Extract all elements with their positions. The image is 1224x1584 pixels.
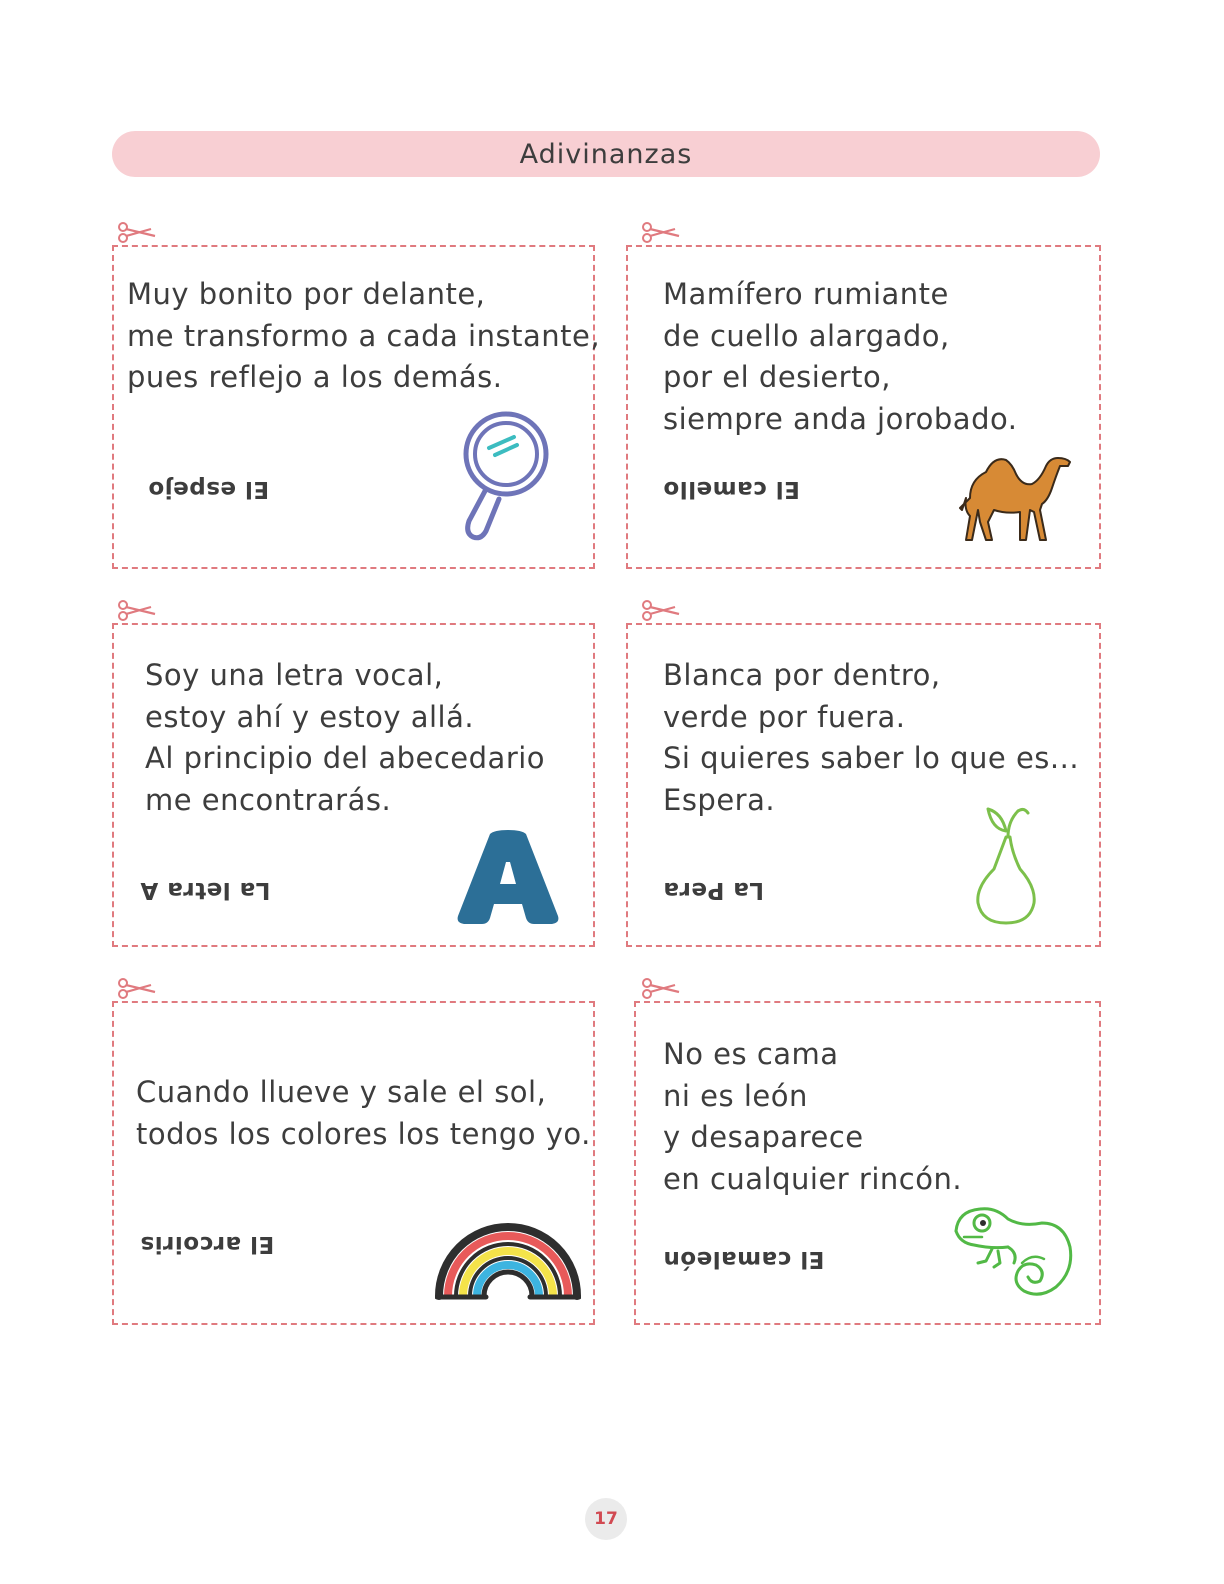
riddle-answer: El camaleón bbox=[663, 1246, 825, 1272]
riddle-text bbox=[663, 274, 1017, 440]
riddle-text bbox=[663, 655, 1079, 821]
riddle-line: Cuando llueve y sale el sol, bbox=[136, 1075, 547, 1109]
scissors-icon bbox=[117, 599, 157, 621]
riddle-card bbox=[626, 623, 1101, 947]
title-bar bbox=[112, 131, 1100, 177]
mirror-icon bbox=[459, 409, 549, 544]
riddle-card bbox=[112, 623, 595, 947]
letter-a-icon bbox=[454, 830, 562, 926]
riddle-line: por el desierto, bbox=[663, 360, 891, 394]
page-title: Adivinanzas bbox=[519, 138, 693, 170]
riddle-card bbox=[112, 245, 601, 569]
scissors-icon bbox=[641, 221, 681, 243]
riddle-line: me encontrarás. bbox=[145, 782, 392, 817]
riddle-line: de cuello alargado, bbox=[663, 318, 950, 353]
riddle-line: No es cama bbox=[663, 1037, 839, 1071]
riddle-line: todos los colores los tengo yo. bbox=[136, 1116, 591, 1151]
riddle-line: siempre anda jorobado. bbox=[663, 401, 1018, 436]
riddle-line: Al principio del abecedario bbox=[145, 741, 546, 775]
riddle-line: Espera. bbox=[663, 782, 776, 817]
riddle-line: y desaparece bbox=[663, 1120, 864, 1154]
riddle-line: verde por fuera. bbox=[663, 699, 906, 734]
riddle-line: estoy ahí y estoy allá. bbox=[145, 699, 475, 734]
riddle-line: en cualquier rincón. bbox=[663, 1161, 963, 1196]
scissors-icon bbox=[117, 977, 157, 999]
riddle-text bbox=[136, 1072, 591, 1155]
scissors-icon bbox=[641, 977, 681, 999]
riddle-line: pues reflejo a los demás. bbox=[127, 360, 503, 394]
riddle-text bbox=[663, 1034, 962, 1200]
riddle-line: Mamífero rumiante bbox=[663, 277, 949, 311]
riddle-text bbox=[145, 655, 545, 821]
riddle-card bbox=[112, 1001, 595, 1325]
riddle-answer: El camello bbox=[663, 476, 800, 502]
riddle-card bbox=[626, 245, 1101, 569]
riddle-line: Muy bonito por delante, bbox=[127, 277, 486, 311]
riddle-answer: El espejo bbox=[148, 476, 270, 502]
riddle-line: Si quieres saber lo que es... bbox=[663, 741, 1080, 775]
scissors-icon bbox=[117, 221, 157, 243]
riddle-text bbox=[127, 274, 600, 399]
riddle-line: ni es león bbox=[663, 1078, 808, 1113]
scissors-icon bbox=[641, 599, 681, 621]
chameleon-icon bbox=[952, 1203, 1076, 1303]
riddle-answer: La Pera bbox=[663, 877, 765, 903]
rainbow-icon bbox=[435, 1218, 581, 1300]
camel-icon bbox=[956, 450, 1076, 545]
riddle-line: Soy una letra vocal, bbox=[145, 658, 444, 692]
riddle-answer: El arcoiris bbox=[140, 1231, 275, 1257]
riddle-card bbox=[634, 1001, 1101, 1325]
riddle-line: me transformo a cada instante, bbox=[127, 318, 601, 353]
riddle-line: Blanca por dentro, bbox=[663, 658, 941, 692]
riddle-answer: La letra A bbox=[140, 877, 271, 903]
page-number: 17 bbox=[594, 1509, 618, 1529]
pear-icon bbox=[970, 803, 1040, 927]
page-number-badge bbox=[585, 1498, 627, 1540]
